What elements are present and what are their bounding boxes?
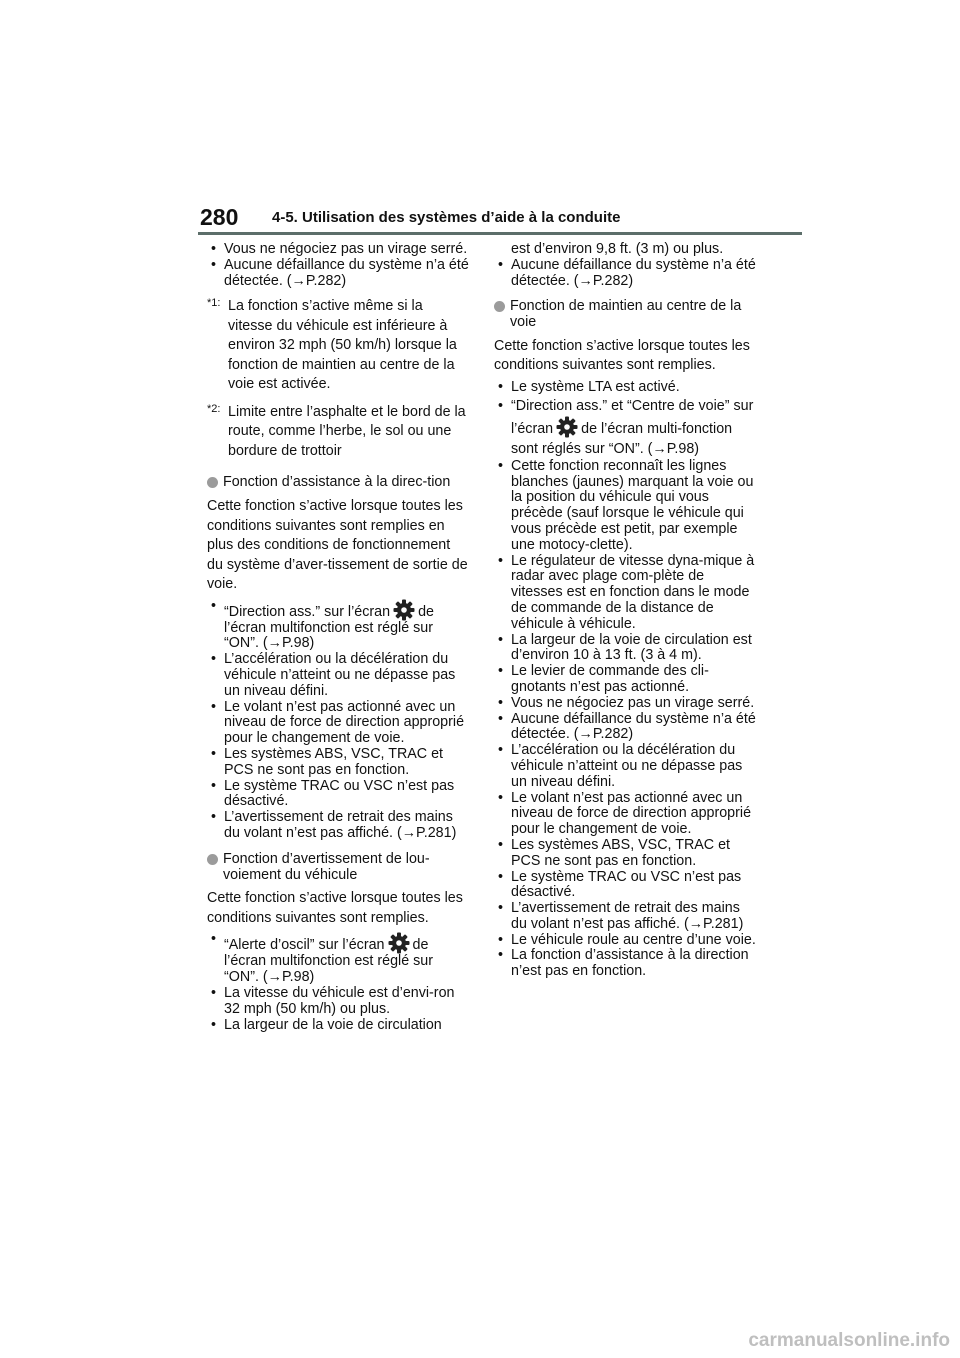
bullet-dot-icon bbox=[207, 854, 218, 865]
gear-icon bbox=[393, 599, 415, 621]
list-item: • Aucune défaillance du système n’a été détectée. (→P.282) bbox=[498, 256, 756, 289]
list-item: • Vous ne négociez pas un virage serré. bbox=[498, 694, 755, 711]
list-item: • Le véhicule roule au centre d’une voie. bbox=[498, 931, 756, 948]
list-item: • L’avertissement de retrait des mains du volant n’est pas affiché. (→P.281) bbox=[498, 900, 744, 932]
list-item: • L’accélération ou la décélération du véhicule n’atteint ou ne dépasse pas un niveau défini. bbox=[498, 742, 743, 790]
header-rule bbox=[198, 232, 802, 235]
paragraph: Cette fonction s’active lorsque toutes les conditions suivantes sont remplies. bbox=[207, 890, 463, 926]
list-item: • L’avertissement de retrait des mains du volant n’est pas affiché. (→P.281) bbox=[211, 809, 457, 842]
list-item: • Le levier de commande des cli-gnotants n’est pas actionné. bbox=[498, 663, 709, 695]
page-number: 280 bbox=[200, 204, 239, 230]
bullet-dot-icon bbox=[207, 477, 218, 488]
left-column bbox=[207, 242, 469, 1033]
gear-icon bbox=[388, 932, 410, 954]
paragraph: Cette fonction s’active lorsque toutes les conditions suivantes sont remplies en plus des conditions de fonctionnement du système d’aver-tissement de sortie de voie. bbox=[207, 498, 468, 593]
list-item: • Vous ne négociez pas un virage serré. bbox=[211, 241, 468, 257]
list-item: • Le volant n’est pas actionné avec un niveau de force de direction approprié pour le changement de voie. bbox=[498, 789, 752, 838]
chapter-title: 4-5. Utilisation des systèmes d’aide à la conduite bbox=[272, 209, 621, 226]
list-item: • Cette fonction reconnaît les lignes blanches (jaunes) marquant la voie ou la position du véhicule qui vous précède (sauf lorsque le véhicule qui vous précède est petit, par exemple une motocy-clette). bbox=[498, 457, 754, 553]
list-item: • La largeur de la voie de circulation est d’environ 10 à 13 ft. (3 à 4 m). bbox=[498, 631, 752, 664]
list-item: • Le volant n’est pas actionné avec un niveau de force de direction approprié pour le changement de voie. bbox=[211, 698, 465, 747]
section-heading: Fonction d’assistance à la direc-tion bbox=[207, 475, 469, 491]
paragraph: Cette fonction s’active lorsque toutes les conditions suivantes sont remplies. bbox=[494, 337, 750, 374]
list-item: • Le système TRAC ou VSC n’est pas désactivé. bbox=[498, 868, 742, 901]
list-item: • “Direction ass.” et “Centre de voie” sur l’écran de l’écran multi-fonction sont réglés sur “ON”. (→P.98) bbox=[498, 397, 754, 457]
list-item: • La vitesse du véhicule est d’envi-ron 32 mph (50 km/h) ou plus. bbox=[211, 985, 455, 1017]
list-item: • Aucune défaillance du système n’a été détectée. (→P.282) bbox=[498, 710, 756, 743]
section-heading: Fonction de maintien au centre de la voie bbox=[494, 299, 756, 331]
footnote-2: *2: Limite entre l’asphalte et le bord de la route, comme l’herbe, le sol ou une bordure de trottoir bbox=[207, 402, 466, 459]
footnote-1: *1: La fonction s’active même si la vitesse du véhicule est inférieure à environ 32 mph (50 km/h) lorsque la fonction de maintien au centre de la voie est activée. bbox=[207, 297, 457, 393]
gear-icon bbox=[556, 416, 578, 438]
bullet-dot-icon bbox=[494, 301, 505, 312]
list-item: • L’accélération ou la décélération du véhicule n’atteint ou ne dépasse pas un niveau défini. bbox=[211, 651, 456, 699]
list-item: • Le régulateur de vitesse dyna-mique à radar avec plage com-plète de vitesses est en fonction dans le mode de commande de la distance de véhicule à véhicule. bbox=[498, 552, 755, 632]
page-header bbox=[200, 204, 800, 234]
list-item: • La largeur de la voie de circulation bbox=[211, 1016, 442, 1033]
section-heading: Fonction d’avertissement de lou-voiement du véhicule bbox=[207, 852, 469, 884]
list-item: • “Direction ass.” sur l’écran de l’écran multifonction est réglé sur “ON”. (→P.98) bbox=[211, 597, 434, 652]
list-item: • Le système TRAC ou VSC n’est pas désactivé. bbox=[211, 777, 455, 810]
right-column bbox=[494, 242, 756, 980]
list-item: • Aucune défaillance du système n’a été détectée. (→P.282) bbox=[211, 256, 469, 289]
list-item: • La fonction d’assistance à la direction n’est pas en fonction. bbox=[498, 947, 749, 980]
continuation-text: est d’environ 9,8 ft. (3 m) ou plus. bbox=[511, 241, 724, 257]
watermark: carmanualsonline.info bbox=[748, 1330, 950, 1351]
list-item: • “Alerte d’oscil” sur l’écran de l’écran multifonction est réglé sur “ON”. (→P.98) bbox=[211, 931, 433, 986]
list-item: • Les systèmes ABS, VSC, TRAC et PCS ne sont pas en fonction. bbox=[498, 836, 731, 869]
list-item: • Les systèmes ABS, VSC, TRAC et PCS ne sont pas en fonction. bbox=[211, 746, 444, 778]
list-item: • Le système LTA est activé. bbox=[498, 378, 680, 395]
